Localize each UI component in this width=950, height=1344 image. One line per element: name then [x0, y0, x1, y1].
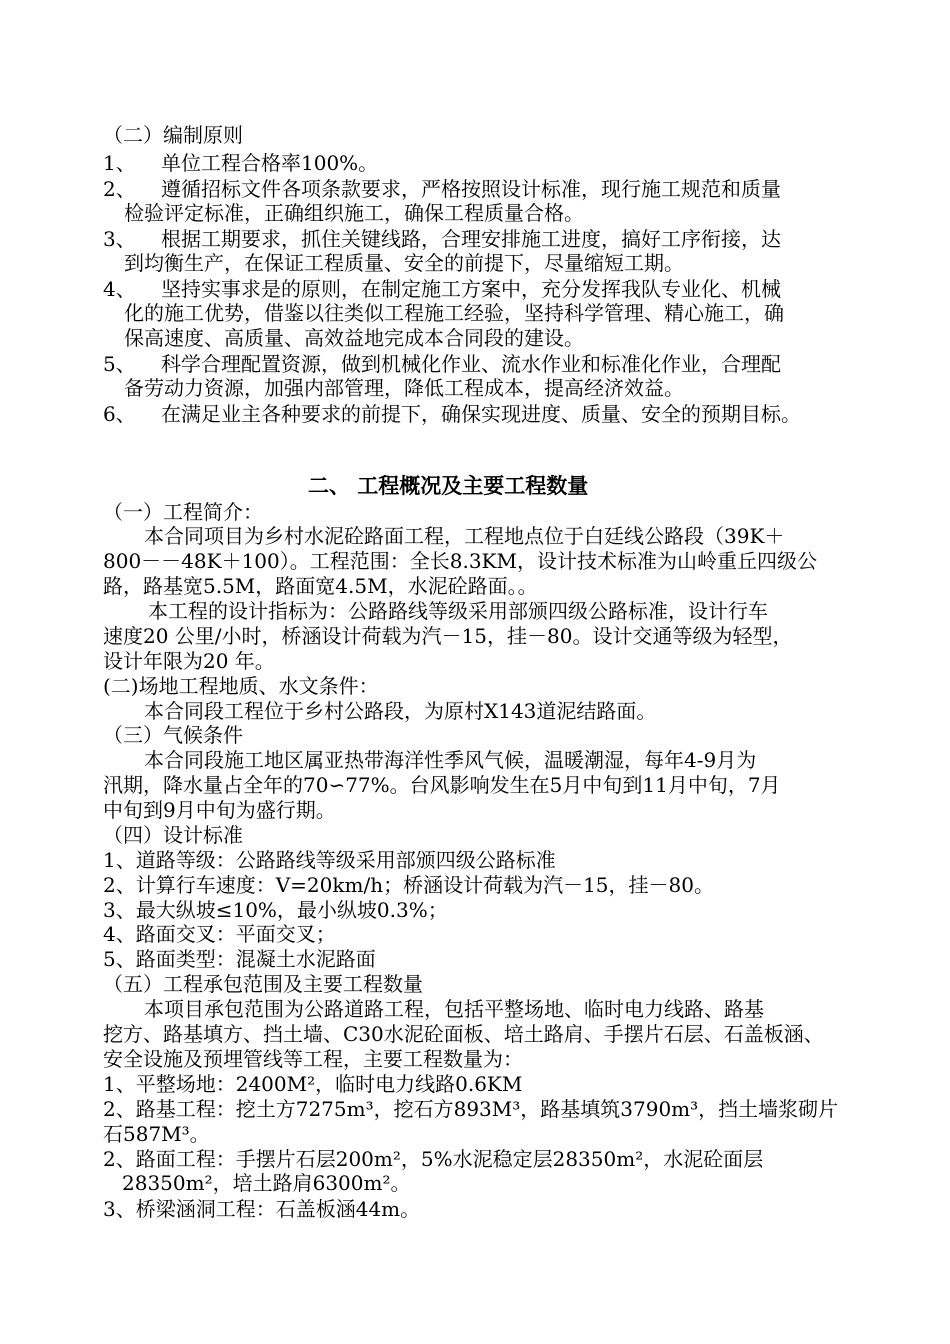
section-title-principles: （二）编制原则 — [103, 123, 243, 147]
item-text: 科学合理配置资源，做到机械化作业、流水作业和标准化作业，合理配 — [161, 352, 781, 376]
item-number: 6、 — [103, 402, 136, 426]
section-heading-overview: 二、 工程概况及主要工程数量 — [308, 474, 589, 498]
item-text-continued: 保高速度、高质量、高效益地完成本合同段的建设。 — [124, 326, 584, 350]
paragraph-line: 汛期，降水量占全年的70∽77%。台风影响发生在5月中旬到11月中旬，7月 — [103, 773, 781, 797]
item-text: 在满足业主各种要求的前提下，确保实现进度、质量、安全的预期目标。 — [161, 402, 801, 426]
list-item — [103, 227, 781, 251]
item-text: 单位工程合格率100%。 — [161, 151, 379, 175]
paragraph-line: 本合同段施工地区属亚热带海洋性季风气候，温暖潮湿，每年4-9月为 — [144, 748, 757, 772]
quantity-line: 1、平整场地：2400M²，临时电力线路0.6KM — [103, 1072, 523, 1096]
item-text-continued: 备劳动力资源，加强内部管理，降低工程成本，提高经济效益。 — [124, 376, 684, 400]
item-text: 遵循招标文件各项条款要求，严格按照设计标准，现行施工规范和质量 — [161, 177, 781, 201]
list-item: 2、计算行车速度：V=20km/h；桥涵设计荷载为汽－15，挂－80。 — [103, 873, 714, 897]
item-text: 坚持实事求是的原则，在制定施工方案中，充分发挥我队专业化、机械 — [161, 277, 781, 301]
quantity-line: 石587M³。 — [103, 1122, 210, 1146]
list-item: 1、道路等级：公路路线等级采用部颁四级公路标准 — [103, 848, 556, 872]
paragraph-line: 本合同项目为乡村水泥砼路面工程，工程地点位于白廷线公路段（39K＋ — [144, 524, 785, 548]
list-item — [103, 352, 781, 376]
quantity-line: 2、路面工程：手摆片石层200m²，5%水泥稳定层28350m²，水泥砼面层 — [103, 1147, 764, 1171]
subsection-title-scope: （五）工程承包范围及主要工程数量 — [103, 972, 423, 996]
list-item: 5、路面类型：混凝土水泥路面 — [103, 947, 376, 971]
item-number: 2、 — [103, 177, 136, 201]
subsection-title-geology: (二)场地工程地质、水文条件： — [103, 674, 379, 698]
item-text-continued: 检验评定标准，正确组织施工，确保工程质量合格。 — [124, 201, 584, 225]
list-item — [103, 402, 801, 426]
quantity-line: 2、路基工程：挖土方7275m³，挖石方893M³，路基填筑3790m³，挡土墙浆砌片 — [103, 1097, 839, 1121]
item-number: 5、 — [103, 352, 136, 376]
item-text-continued: 化的施工优势，借鉴以往类似工程施工经验，坚持科学管理、精心施工，确 — [124, 301, 784, 325]
paragraph-line: 挖方、路基填方、挡土墙、C30水泥砼面板、培土路肩、手摆片石层、石盖板涵、 — [103, 1022, 824, 1046]
paragraph-line: 安全设施及预埋管线等工程，主要工程数量为： — [103, 1047, 523, 1071]
paragraph-line: 速度20 公里/小时，桥涵设计荷载为汽－15，挂－80。设计交通等级为轻型， — [103, 624, 793, 648]
item-number: 3、 — [103, 227, 136, 251]
list-item — [103, 277, 781, 301]
list-item: 4、路面交叉：平面交叉； — [103, 922, 336, 946]
item-number: 4、 — [103, 277, 136, 301]
paragraph-line: 800－－48K＋100）。工程范围：全长8.3KM，设计技术标准为山岭重丘四级公 — [103, 549, 817, 573]
item-text: 根据工期要求，抓住关键线路，合理安排施工进度，搞好工序衔接，达 — [161, 227, 781, 251]
paragraph-line: 本工程的设计指标为：公路路线等级采用部颁四级公路标准，设计行车 — [148, 599, 768, 623]
subsection-title-standards: （四）设计标准 — [103, 823, 243, 847]
subsection-title-intro: （一）工程简介： — [103, 500, 263, 524]
paragraph-line: 中旬到9月中旬为盛行期。 — [103, 798, 336, 822]
quantity-line: 28350m²，培土路肩6300m²。 — [122, 1171, 411, 1195]
paragraph-line: 本项目承包范围为公路道路工程，包括平整场地、临时电力线路、路基 — [144, 997, 764, 1021]
paragraph-line: 设计年限为20 年。 — [103, 649, 275, 673]
paragraph-line: 路，路基宽5.5M，路面宽4.5M，水泥砼路面。。 — [103, 574, 538, 598]
item-number: 1、 — [103, 151, 136, 175]
list-item — [103, 177, 781, 201]
quantity-line: 3、桥梁涵洞工程：石盖板涵44m。 — [103, 1197, 421, 1221]
subsection-title-climate: （三）气候条件 — [103, 723, 243, 747]
list-item — [103, 151, 378, 175]
paragraph-line: 本合同段工程位于乡村公路段，为原村X143道泥结路面。 — [144, 699, 657, 723]
item-text-continued: 到均衡生产，在保证工程质量、安全的前提下，尽量缩短工期。 — [124, 251, 684, 275]
list-item: 3、最大纵坡≤10%，最小纵坡0.3%； — [103, 898, 448, 922]
